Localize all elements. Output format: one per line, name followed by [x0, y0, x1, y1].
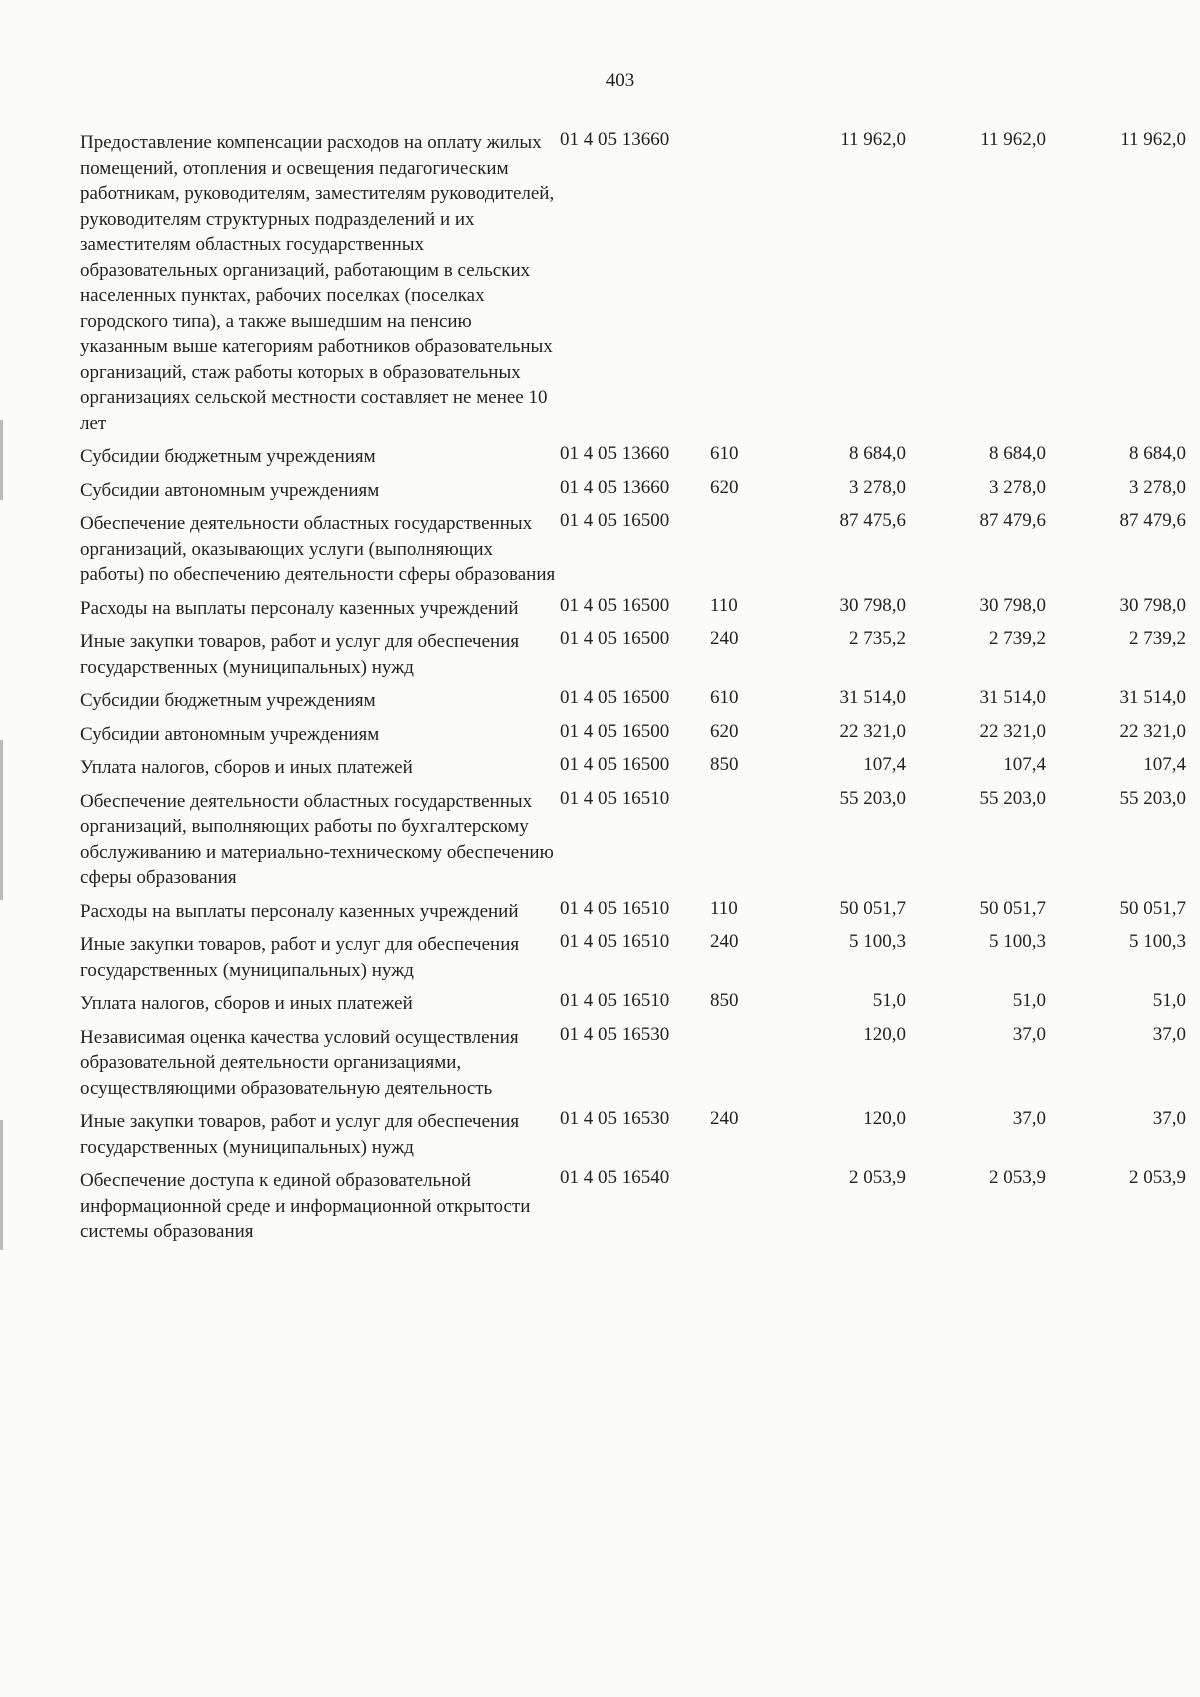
row-code: 01 4 05 13660	[560, 129, 670, 150]
table-row	[80, 130, 1186, 444]
budget-table	[80, 130, 1186, 1253]
row-expense-type: 610	[710, 687, 739, 708]
row-code: 01 4 05 16510	[560, 990, 670, 1011]
scan-edge-mark	[0, 740, 3, 900]
row-value-1: 107,4	[863, 754, 906, 775]
row-name: Уплата налогов, сборов и иных платежей	[80, 993, 413, 1014]
row-value-2: 37,0	[1012, 1023, 1046, 1045]
row-value-3: 3 278,0	[1129, 476, 1186, 498]
row-expense-type	[710, 127, 766, 441]
row-value-3: 51,0	[1152, 990, 1186, 1011]
row-name: Субсидии автономным учреждениям	[80, 479, 380, 501]
row-expense-type: 240	[710, 1108, 739, 1129]
row-expense-type: 110	[710, 897, 738, 919]
row-value-1: 120,0	[863, 1023, 906, 1045]
row-expense-type: 610	[710, 443, 739, 464]
row-name: Расходы на выплаты персоналу казенных учреждений	[80, 900, 519, 922]
row-expense-type: 850	[710, 754, 739, 775]
row-value-2: 3 278,0	[989, 476, 1046, 498]
row-value-1: 22 321,0	[839, 720, 906, 742]
row-value-3: 50 051,7	[1119, 897, 1186, 919]
row-value-1: 87 475,6	[839, 510, 906, 531]
table-row	[80, 991, 1186, 1025]
row-value-3: 11 962,0	[1120, 129, 1186, 150]
row-expense-type: 620	[710, 720, 739, 742]
page-number: 403	[605, 70, 635, 91]
row-value-2: 11 962,0	[980, 129, 1046, 150]
row-code: 01 4 05 16500	[560, 687, 670, 708]
table-row	[80, 511, 1186, 596]
row-code: 01 4 05 16510	[560, 931, 670, 952]
row-name: Обеспечение деятельности областных государственных организаций, выполняющих работы по бухгалтерскому обслуживанию и материально-техническому обеспечению сферы образования	[80, 790, 554, 888]
row-code: 01 4 05 16510	[560, 897, 670, 919]
row-value-2: 31 514,0	[979, 687, 1046, 708]
row-value-1: 31 514,0	[839, 687, 906, 708]
row-name: Субсидии бюджетным учреждениям	[80, 446, 376, 467]
row-code: 01 4 05 16540	[560, 1167, 670, 1188]
row-name: Субсидии бюджетным учреждениям	[80, 690, 376, 711]
row-value-1: 3 278,0	[849, 476, 906, 498]
row-name: Обеспечение доступа к единой образовательной информационной среде и информационной открытости системы образования	[80, 1170, 531, 1242]
row-value-2: 2 053,9	[989, 1167, 1046, 1188]
row-expense-type: 110	[710, 594, 738, 616]
scan-edge-mark	[0, 1120, 3, 1250]
row-value-2: 8 684,0	[989, 443, 1046, 464]
row-code: 01 4 05 16500	[560, 510, 670, 531]
table-row	[80, 688, 1186, 722]
row-value-3: 31 514,0	[1119, 687, 1186, 708]
row-name: Иные закупки товаров, работ и услуг для обеспечения государственных (муниципальных) нужд	[80, 934, 520, 981]
row-expense-type	[710, 786, 766, 896]
table-row	[80, 1168, 1186, 1253]
row-value-3: 87 479,6	[1119, 510, 1186, 531]
row-code: 01 4 05 16500	[560, 594, 670, 616]
row-value-2: 55 203,0	[979, 787, 1046, 809]
row-value-3: 2 739,2	[1129, 628, 1186, 649]
row-code: 01 4 05 16510	[560, 787, 670, 809]
row-value-3: 107,4	[1143, 754, 1186, 775]
row-value-1: 2 053,9	[849, 1167, 906, 1188]
row-value-1: 30 798,0	[839, 594, 906, 616]
row-name: Иные закупки товаров, работ и услуг для обеспечения государственных (муниципальных) нужд	[80, 631, 520, 678]
row-expense-type: 240	[710, 628, 739, 649]
row-value-1: 5 100,3	[849, 931, 906, 952]
row-value-3: 37,0	[1152, 1108, 1186, 1129]
row-expense-type: 240	[710, 931, 739, 952]
row-value-1: 120,0	[863, 1108, 906, 1129]
table-row	[80, 444, 1186, 478]
table-row	[80, 478, 1186, 512]
row-value-3: 37,0	[1152, 1023, 1186, 1045]
row-value-1: 8 684,0	[849, 443, 906, 464]
row-value-2: 22 321,0	[979, 720, 1046, 742]
row-value-1: 50 051,7	[839, 897, 906, 919]
row-expense-type	[710, 1165, 766, 1250]
row-name: Предоставление компенсации расходов на оплату жилых помещений, отопления и освещения педагогическим работникам, руководителям, заместителям руководителей, руководителям структурных подразделений и их заместителям областных государственных образовательных организаций, работающим в сельских населенных пунктах, рабочих поселках (поселках городского типа), а также вышедшим на пенсию указанным выше категориям работников образовательных организаций, стаж работы которых в образовательных организациях сельской местности составляет не менее 10 лет	[80, 132, 555, 434]
row-code: 01 4 05 16500	[560, 720, 670, 742]
row-value-3: 8 684,0	[1129, 443, 1186, 464]
row-name: Обеспечение деятельности областных государственных организаций, оказывающих услуги (выполняющих работы) по обеспечению деятельности сферы образования	[80, 513, 556, 585]
row-name: Независимая оценка качества условий осуществления образовательной деятельности организациями, осуществляющими образовательную деятельность	[80, 1026, 519, 1099]
table-row	[80, 596, 1186, 630]
row-value-2: 2 739,2	[989, 628, 1046, 649]
row-value-2: 5 100,3	[989, 931, 1046, 952]
row-name: Расходы на выплаты персоналу казенных учреждений	[80, 597, 519, 619]
row-value-2: 51,0	[1012, 990, 1046, 1011]
row-value-3: 30 798,0	[1119, 594, 1186, 616]
row-expense-type	[710, 508, 766, 593]
table-row	[80, 789, 1186, 899]
row-code: 01 4 05 13660	[560, 443, 670, 464]
row-code: 01 4 05 16500	[560, 628, 670, 649]
table-row	[80, 1025, 1186, 1110]
scan-edge-mark	[0, 420, 3, 500]
row-value-2: 50 051,7	[979, 897, 1046, 919]
row-name: Иные закупки товаров, работ и услуг для обеспечения государственных (муниципальных) нужд	[80, 1111, 520, 1158]
row-expense-type: 620	[710, 476, 739, 498]
row-value-3: 2 053,9	[1129, 1167, 1186, 1188]
table-row	[80, 1109, 1186, 1168]
row-value-2: 87 479,6	[979, 510, 1046, 531]
row-expense-type: 850	[710, 990, 739, 1011]
row-value-1: 51,0	[872, 990, 906, 1011]
row-value-2: 37,0	[1012, 1108, 1046, 1129]
row-code: 01 4 05 16500	[560, 754, 670, 775]
row-value-3: 22 321,0	[1119, 720, 1186, 742]
row-code: 01 4 05 13660	[560, 476, 670, 498]
row-value-3: 55 203,0	[1119, 787, 1186, 809]
row-value-1: 55 203,0	[839, 787, 906, 809]
row-name: Уплата налогов, сборов и иных платежей	[80, 757, 413, 778]
row-name: Субсидии автономным учреждениям	[80, 723, 380, 745]
row-code: 01 4 05 16530	[560, 1108, 670, 1129]
table-row	[80, 755, 1186, 789]
table-row	[80, 899, 1186, 933]
row-value-1: 11 962,0	[840, 129, 906, 150]
row-value-3: 5 100,3	[1129, 931, 1186, 952]
row-value-1: 2 735,2	[849, 628, 906, 649]
table-row	[80, 722, 1186, 756]
table-row	[80, 629, 1186, 688]
table-row	[80, 932, 1186, 991]
row-expense-type	[710, 1022, 766, 1107]
row-value-2: 107,4	[1003, 754, 1046, 775]
row-value-2: 30 798,0	[979, 594, 1046, 616]
row-code: 01 4 05 16530	[560, 1023, 670, 1045]
